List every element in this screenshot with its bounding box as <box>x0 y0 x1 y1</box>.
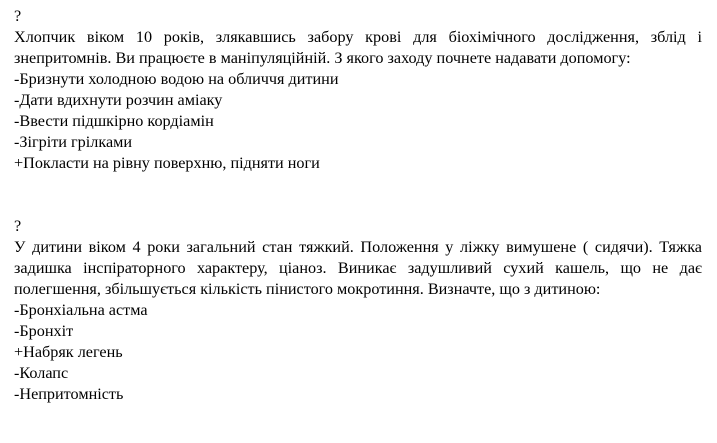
question-block <box>14 210 702 405</box>
question-block <box>14 0 702 174</box>
answer-option: -Ввести підшкірно кордіамін <box>14 112 214 130</box>
question-text: Хлопчик віком 10 років, злякавшись забору крові для біохімічного дослідження, зблід і знепритомнів. Ви працюєте в маніпуляційній. З якого заходу почнете надавати допомогу: <box>14 28 702 67</box>
answer-option: +Набряк легень <box>14 343 123 361</box>
question-marker: ? <box>14 7 22 25</box>
answer-list <box>14 69 702 174</box>
answer-option: -Дати вдихнути розчин аміаку <box>14 91 223 109</box>
answer-option: -Бронхіт <box>14 322 74 340</box>
question-marker: ? <box>14 217 22 235</box>
question-text: У дитини віком 4 роки загальний стан тяжкий. Положення у ліжку вимушене ( сидячи). Тяжка задишка інспіраторного характеру, ціаноз. Виникає задушливий сухий кашель, що не дає полегшення, збільшується кількість пінистого мокротиння. Визначте, що з дитиною: <box>14 238 702 298</box>
answer-option: +Покласти на рівну поверхню, підняти ноги <box>14 154 320 172</box>
answer-option: -Бронхіальна астма <box>14 301 148 319</box>
answer-option: -Зігріти грілками <box>14 133 133 151</box>
answer-list <box>14 300 702 405</box>
answer-option: -Колапс <box>14 364 69 382</box>
answer-option: -Бризнути холодною водою на обличчя дитини <box>14 70 339 88</box>
answer-option: -Непритомність <box>14 385 124 403</box>
